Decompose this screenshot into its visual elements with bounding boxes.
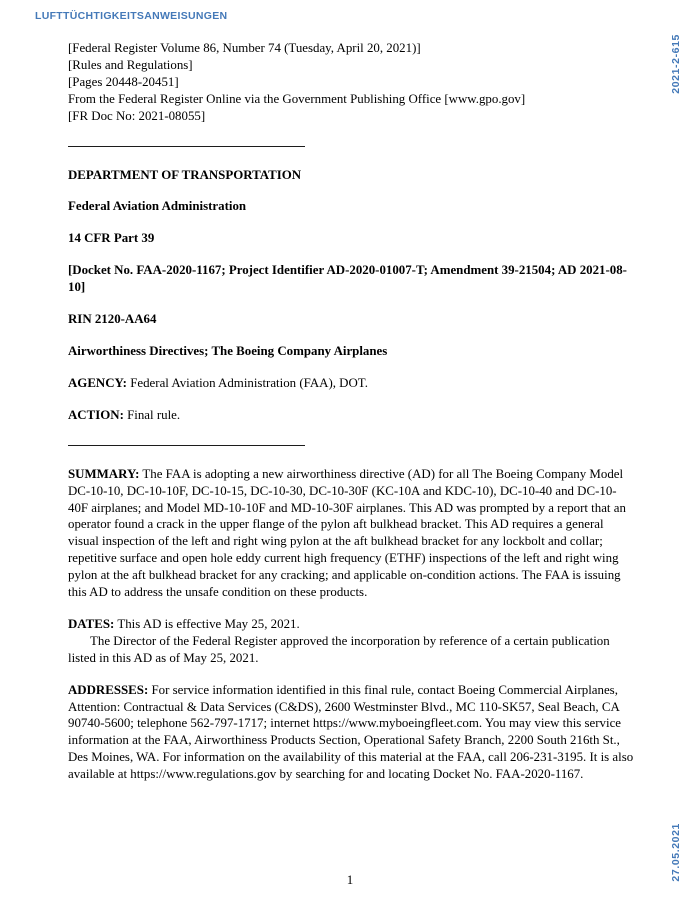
addresses-text: For service information identified in this final rule, contact Boeing Commercial Airplanes, Attention: Contractual & Data Services (C&DS), 2600 Westminster Blvd., MC 110-SK57, Seal Beach, CA 90740-5600; telephone 562-797-1717; internet https://www.myboeingfleet.com. You may view this service information at the FAA, Airworthiness Products Section, Operational Safety Branch, 2200 South 216th St., Des Moines, WA. For information on the availability of this material at the FAA, call 206-231-3195. It is also available at https://www.regulations.gov by searching for and locating Docket No. FAA-2020-1167.	[68, 682, 634, 782]
summary-label: SUMMARY:	[68, 466, 140, 481]
preamble-line: [Rules and Regulations]	[68, 57, 193, 72]
preamble-line: [Federal Register Volume 86, Number 74 (Tuesday, April 20, 2021)]	[68, 41, 421, 55]
rin-heading: RIN 2120-AA64	[68, 312, 157, 327]
action-label: ACTION:	[68, 407, 124, 422]
department-heading: DEPARTMENT OF TRANSPORTATION	[68, 167, 302, 182]
subject-heading: Airworthiness Directives; The Boeing Company Airplanes	[68, 343, 388, 358]
agency-text: Federal Aviation Administration (FAA), DOT.	[130, 375, 368, 390]
section-divider	[68, 445, 305, 446]
addresses-paragraph	[68, 682, 634, 783]
preamble-line: [Pages 20448-20451]	[68, 74, 179, 89]
summary-text: The FAA is adopting a new airworthiness directive (AD) for all The Boeing Company Model DC-10-10, DC-10-10F, DC-10-15, DC-10-30, DC-10-30F (KC-10A and KDC-10), DC-10-40 and DC-10-40F airplanes; and Model MD-10-10F and MD-10-30F airplanes. This AD was prompted by a report that an operator found a crack in the upper flange of the pylon aft bulkhead bracket. This AD requires a general visual inspection of the left and right wing pylon at the aft bulkhead bracket for any lockbolt and collar; repetitive surface and open hole eddy current high frequency (ETHF) inspections of the left and right wing pylon at the aft bulkhead bracket for any cracking; and applicable on-condition actions. The FAA is issuing this AD to address the unsafe condition on these products.	[68, 466, 626, 600]
side-date: 27.05.2021	[670, 823, 682, 882]
dates-text: This AD is effective May 25, 2021.	[117, 616, 300, 631]
administration-heading: Federal Aviation Administration	[68, 199, 247, 214]
fr-preamble	[68, 40, 634, 125]
cfr-part-heading: 14 CFR Part 39	[68, 231, 155, 246]
summary-paragraph	[68, 466, 634, 601]
dates-paragraph	[68, 616, 634, 633]
dates-label: DATES:	[68, 616, 115, 631]
docket-heading: [Docket No. FAA-2020-1167; Project Identifier AD-2020-01007-T; Amendment 39-21504; AD 2021-08-10]	[68, 263, 627, 295]
agency-paragraph	[68, 375, 634, 392]
preamble-line: From the Federal Register Online via the Government Publishing Office [www.gpo.gov]	[68, 91, 526, 106]
addresses-label: ADDRESSES:	[68, 682, 149, 697]
section-divider	[68, 146, 305, 147]
dates-continuation: The Director of the Federal Register approved the incorporation by reference of a certain publication listed in this AD as of May 25, 2021.	[68, 633, 610, 665]
document-body	[68, 40, 634, 783]
page-number: 1	[346, 873, 354, 887]
action-text: Final rule.	[127, 407, 181, 422]
side-reference-number: 2021-2-615	[670, 34, 682, 94]
agency-label: AGENCY:	[68, 375, 127, 390]
action-paragraph	[68, 407, 634, 424]
lta-banner-title: LUFTTÜCHTIGKEITSANWEISUNGEN	[35, 10, 228, 22]
preamble-line: [FR Doc No: 2021-08055]	[68, 108, 206, 123]
